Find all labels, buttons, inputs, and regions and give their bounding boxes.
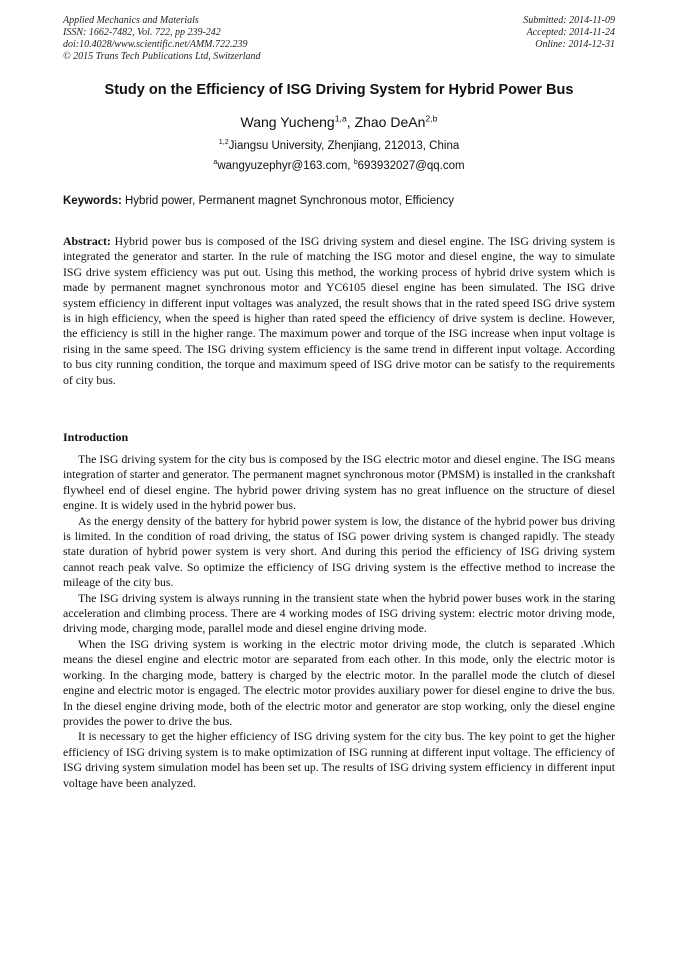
publication-dates [523,15,615,51]
abstract-label: Abstract: [63,234,111,248]
author-affiliation-mark: 2,b [425,113,438,124]
email-mark: a [213,158,218,167]
keywords-text: Hybrid power, Permanent magnet Synchronous motor, Efficiency [125,195,454,207]
abstract-text: Hybrid power bus is composed of the ISG driving system and diesel engine. The ISG driving system is integrated the generator and starter. In the rule of matching the ISG motor and diesel engine, the way to simulate ISG drive system efficiency was put out. Using this method, the working process of hybrid drive system which is made by permanent magnet synchronous motor and YC6105 diesel engine has been simulated. The ISG drive system efficiency in different input voltages was analyzed, the result shows that in the rated speed ISG drive system is in high efficiency, when the speed is higher than rated speed the efficiency of drive system is decline. However, the efficiency is still in the higher range. The maximum power and torque of the ISG increase when input voltage is rising in the same speed. The ISG driving system efficiency is the same trend in different input voltage. According to bus city running condition, the torque and maximum speed of ISG drive motor can be satisfy to the requirements of city bus. [63,234,615,387]
email-mark: b [353,158,358,167]
author-separator: , [346,114,355,130]
paragraph: When the ISG driving system is working in the electric motor driving mode, the clutch is separated .Which means the diesel engine and electric motor are separated from each other. In this mode, only the electric motor is working. In the charging mode, battery is charged by the electric motor. In the parallel mode the clutch of diesel engine and electric motor is engaged. The electric motor provides auxiliary power for diesel engine to drive the bus. In the diesel engine driving mode, both of the electric motor and generator are stop working, only the diesel engine provides the power to drive the bus. [63,636,615,728]
paragraph: The ISG driving system is always running in the transient state when the hybrid power buses work in the staring acceleration and climbing process. There are 4 working modes of ISG driving system: electric motor driving mode, driving mode, charging mode, parallel mode and diesel engine driving mode. [63,590,615,636]
journal-name: Applied Mechanics and Materials [63,15,199,26]
abstract [63,234,615,388]
author-name: Zhao DeAn [354,114,426,130]
author-emails [0,160,678,172]
affiliation [0,140,678,152]
affiliation-text: Jiangsu University, Zhenjiang, 212013, China [228,140,460,152]
submitted-date: Submitted: 2014-11-09 [523,15,615,26]
paragraph: The ISG driving system for the city bus is composed by the ISG electric motor and diesel engine. The ISG means integration of starter and generator. The permanent magnet synchronous motor (PMSM) is installed in the crankshaft flywheel end of diesel engine. The hybrid power driving system has no great influence on the structure of diesel engine. It is widely used in the hybrid power bus. [63,452,615,513]
email-link[interactable]: 693932027@qq.com [357,160,465,172]
section-heading-introduction: Introduction [63,430,129,444]
author-list [0,114,678,130]
paper-title: Study on the Efficiency of ISG Driving System for Hybrid Power Bus [104,82,574,98]
paragraph: As the energy density of the battery for hybrid power system is low, the distance of the hybrid power bus driving is limited. In the condition of road driving, the status of ISG power driving system is changed rapidly. The steady state duration of hybrid power system is very short. And during this period the efficiency of ISG driving system cannot reach peak valve. So optimize the efficiency of ISG driving system is the effective method to increase the mileage of the city bus. [63,513,615,590]
doi-line[interactable]: doi:10.4028/www.scientific.net/AMM.722.239 [63,39,248,50]
introduction-body [63,452,615,791]
affiliation-mark: 1,2 [218,138,229,147]
online-date: Online: 2014-12-31 [535,39,615,50]
keywords [63,195,615,207]
accepted-date: Accepted: 2014-11-24 [526,27,615,38]
issn-line: ISSN: 1662-7482, Vol. 722, pp 239-242 [63,27,221,38]
paragraph: It is necessary to get the higher efficiency of ISG driving system for the city bus. The key point to get the higher efficiency of ISG driving system is to make optimization of ISG running at different input voltage. The efficiency of ISG driving system simulation model has been set up. The results of ISG driving system efficiency in different input voltage have been analyzed. [63,729,615,790]
author-affiliation-mark: 1,a [334,113,347,124]
copyright-line: © 2015 Trans Tech Publications Ltd, Switzerland [63,51,261,62]
journal-info [63,15,261,63]
author-name: Wang Yucheng [240,114,335,130]
email-link[interactable]: wangyuzephyr@163.com [217,160,348,172]
email-separator: , [347,160,354,172]
keywords-label: Keywords: [63,195,122,207]
